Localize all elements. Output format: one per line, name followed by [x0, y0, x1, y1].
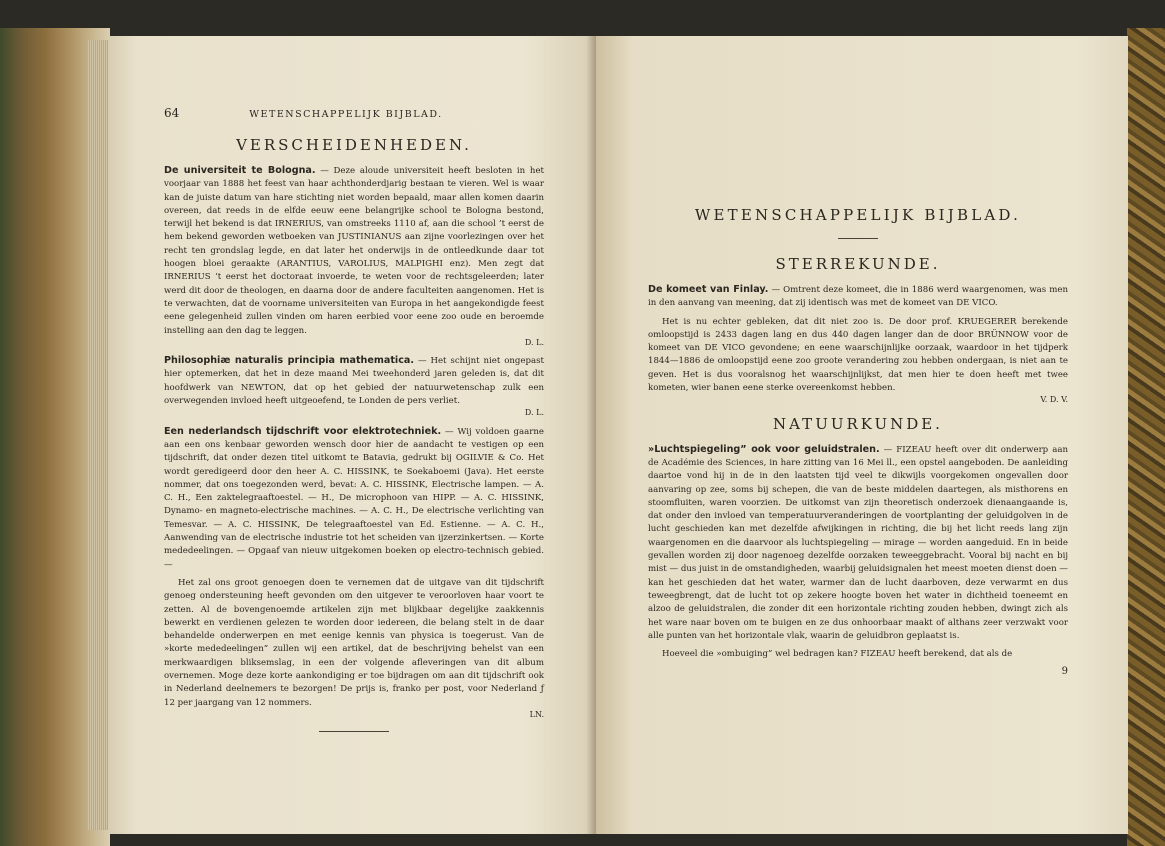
right-page [596, 36, 1128, 834]
article-luchtspiegeling [648, 443, 1068, 643]
folio: 9 [1061, 666, 1068, 678]
title-rule [838, 238, 878, 239]
article-text: — Wij voldoen gaarne aan een ons kenbaar geworden wensch door hier de aandacht te vestigen op een tijdschrift, dat onder dezen titel uitkomt te Batavia, gedrukt bij OGILVIE & Co. Het wordt geredigeerd door den heer A. C. HISSINK, te Soekaboemi (Java). Het eerste nommer, dat ons toegezonden werd, bevat: A. C. HISSINK, Electrische lampen. — A. C. H., Een zaktelegraaftoestel. — H., De microphoon van HIPP. — A. C. HISSINK, Dynamo- en magneto-electrische machines. — A. C. H., De electrische verlichting van Temesvar. — A. C. HISSINK, De telegraaftoestel van Ed. Estienne. — A. C. H., Aanwending van de electrische industrie tot het scheiden van ijzerzinkertsen. — Korte mededeelingen. — Opgaaf van nieuw uitgekomen boeken op electro-technisch gebied. — [164, 426, 545, 570]
article-text: — Het schijnt niet ongepast hier optemerken, dat het in deze maand Mei tweehonderd jaren geleden is, dat dit hoofdwerk van NEWTON, dat op het gebied der natuurwetenschap zulk een overwegenden invloed heeft uitgeoefend, te Londen de pers verliet. [164, 356, 545, 407]
end-rule [319, 731, 389, 732]
article-principia [164, 354, 544, 419]
article-text: — Omtrent deze komeet, die in 1886 werd waargenomen, was men in den aanvang van meening, dat zij identisch was met de komeet van DE VICO. [648, 285, 1069, 309]
running-head [164, 106, 544, 120]
article-paragraph [164, 577, 544, 721]
article-heading: De komeet van Finlay. [648, 284, 769, 295]
article-signature: LN. [529, 709, 544, 719]
running-title: WETENSCHAPPELIJK BIJBLAD. [249, 109, 443, 120]
article-paragraph [648, 316, 1068, 407]
article-paragraph [648, 648, 1068, 661]
article-heading: Philosophiæ naturalis principia mathematica. [164, 355, 415, 367]
page-number: 64 [164, 106, 180, 120]
article-bologna [164, 164, 544, 349]
left-page [108, 36, 596, 834]
book-binding-right [1127, 28, 1165, 846]
section-title-sterrekunde: STERREKUNDE. [775, 255, 941, 273]
journal-title: WETENSCHAPPELIJK BIJBLAD. [694, 206, 1022, 224]
article-heading: De universiteit te Bologna. [164, 165, 316, 176]
article-signature: D. L. [524, 337, 544, 347]
article-text: Het zal ons groot genoegen doen te vernemen dat de uitgave van dit tijdschrift genoeg ondersteuning heeft gevonden om den uitgever te veroorloven haar voort te zetten. Al de bovengenoemde artikelen zijn met blijkbaar degelijke zaakkennis bewerkt en verdienen gelezen te worden door iedereen, die belang stelt in de daar behandelde onderwerpen en met eenige kennis van physica is toegerust. Van de »korte mededeelingen” zullen wij een artikel, dat de beschrijving behelst van een merkwaardigen bliksemslag, in een der volgende afleveringen van dit album overnemen. Moge deze korte aankondiging er toe bijdragen om aan dit tijdschrift ook in Nederland deelnemers te bezorgen! De prijs is, franko per post, voor Nederland ƒ 12 per jaargang van 12 nommers. [164, 577, 544, 708]
article-heading: Een nederlandsch tijdschrift voor elektrotechniek. [164, 425, 442, 437]
article-signature: D. L. [524, 408, 544, 418]
article-text: — Deze aloude universiteit heeft besloten in het voorjaar van 1888 het feest van haar achthonderdjarig bestaan te vieren. Wel is waar kan de juiste datum van hare stichting niet worden bepaald, maar allen komen daarin overeen, dat reeds in de elfde eeuw eene belangrijke school te Bologna bestond, terwijl het bekend is dat IRNERIUS, van omstreeks 1110 af, aan die school ’t eerst de hem bekend geworden wetboeken van JUSTINIANUS aan zijne voorlezingen over het recht ten grondslag legde, en dat later het onderwijs in de ontleedkunde daar tot hoogen bloei geraakte (ARANTIUS, VAROLIUS, MALPIGHI enz). Men zegt dat IRNERIUS ’t eerst het doctoraat invoerde, te weten voor de rechtsgeleerden; later werd dit door de theologen, en daarna door de andere faculteiten aangenomen. Het is te verwachten, dat de voorname universiteiten van Europa in het aangekondigde feest eene gelegenheid zullen vinden om haren eerbied voor eene zoo oude en beroemde instelling aan den dag te leggen. [164, 166, 544, 336]
article-finlay [648, 283, 1068, 311]
article-elektrotechniek [164, 425, 544, 572]
section-title-natuurkunde: NATUURKUNDE. [773, 414, 943, 433]
article-text: — FIZEAU heeft over dit onderwerp aan de Académie des Sciences, in hare zitting van 16 Mei ll., een opstel aangeboden. De aanleiding daartoe vond hij in de in den laatsten tijd veel te dikwijls voorgekomen ongevallen door aanvaring op zee, soms bij schepen, die van de beste middelen daartegen, als misthorens en stoomfluiten, waren voorzien. De uitkomst van zijn theoretisch onderzoek dienaangaande is, dat onder den invloed van temperatuurveranderingen de voortplanting der geluidgolven in de lucht geschieden kan met dezelfde afwijkingen in richting, die bij het licht reeds lang zijn waargenomen en die daarvoor als luchtspiegeling — mirage — worden aangeduid. En in beide gevallen worden zij door nagenoeg dezelfde oorzaken teweeggebracht. Vooral bij nacht en bij mist — dus juist in de omstandigheden, waarbij geluidsignalen het meest moeten dienst doen — kan het geschieden dat het water, warmer dan de lucht daarboven, deze verwarmt en dus teweegbrengt, dat de lucht tot op zekere hoogte boven het water in dichtheid toeneemt en alzoo de geluidstralen, die zonder dit een horizontale richting zouden hebben, dwingt zich als het ware naar boven om te buigen en ze dus onhoorbaar maakt of althans zeer verzwakt voor alle punten van het horizontale vlak, waarin de geluidbron geplaatst is. [648, 444, 1068, 641]
article-signature: V. D. V. [1040, 395, 1068, 405]
article-text: Het is nu echter gebleken, dat dit niet zoo is. De door prof. KRUEGERER berekende omloopstijd is 2433 dagen lang en dus 440 dagen langer dan de door BRÜNNOW voor de komeet van DE VICO gevondene; en eene waarschijnlijke oorzaak, waardoor in het tijdperk 1844—1886 de omloopstijd eene zoo groote verandering zou hebben ondergaan, is niet aan te geven. Het is dus vooralsnog het waarschijnlijkst, dat men hier te doen heeft met twee kometen, wier banen eene sterke overeenkomst hebben. [648, 316, 1068, 394]
article-heading: »Luchtspiegeling” ook voor geluidstralen. [648, 443, 880, 455]
article-text: Hoeveel die »ombuiging” wel bedragen kan? FIZEAU heeft berekend, dat als de [662, 649, 1013, 660]
section-title: VERSCHEIDENHEDEN. [236, 136, 472, 154]
